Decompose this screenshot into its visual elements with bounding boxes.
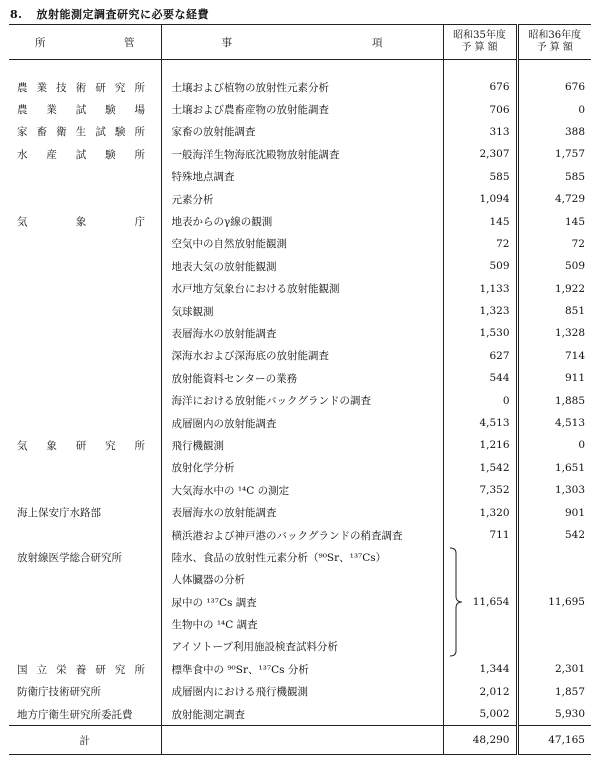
table-row: [9, 389, 591, 411]
fy36-cell: 4,513: [517, 412, 591, 434]
item-cell: 大気海水中の ¹⁴C の測定: [161, 479, 443, 501]
org-cell: [9, 345, 161, 367]
org-cell: [9, 233, 161, 255]
org-cell: [9, 188, 161, 210]
item-cell: 地表からのγ線の観測: [161, 210, 443, 232]
header-fy35: 昭和35年度 予 算 額: [443, 25, 517, 60]
fy35-cell: 4,513: [443, 412, 517, 434]
fy36-cell: 542: [517, 524, 591, 546]
table-row: [9, 76, 591, 98]
fy36-cell: 72: [517, 233, 591, 255]
fy35-cell: 711: [443, 524, 517, 546]
fy35-cell: 1,094: [443, 188, 517, 210]
org-cell: 国 立 栄 養 研 究 所: [17, 663, 145, 676]
fy35-cell: 1,542: [443, 457, 517, 479]
org-cell: [9, 636, 161, 658]
fy35-cell: 0: [443, 389, 517, 411]
table-row: [9, 636, 591, 658]
fy35-cell: 676: [443, 76, 517, 98]
fy36-cell: 851: [517, 300, 591, 322]
item-cell: 標準食中の ⁹⁰Sr、¹³⁷Cs 分析: [161, 658, 443, 680]
org-cell: [9, 613, 161, 635]
item-cell: 飛行機観測: [161, 434, 443, 456]
fy35-cell: 2,012: [443, 681, 517, 703]
fy35-cell: 11,654: [443, 591, 517, 613]
budget-table: [9, 24, 591, 755]
table-row: [9, 278, 591, 300]
table-row: [9, 345, 591, 367]
fy36-cell: [517, 613, 591, 635]
item-cell: 人体臓器の分析: [161, 569, 443, 591]
item-cell: 気球観測: [161, 300, 443, 322]
table-row: [9, 457, 591, 479]
table-row: [9, 233, 591, 255]
fy35-cell: 2,307: [443, 143, 517, 165]
table-row: [9, 613, 591, 635]
header-org: 所 管: [9, 25, 161, 60]
fy36-cell: 5,930: [517, 703, 591, 726]
fy36-cell: 714: [517, 345, 591, 367]
fy36-cell: [517, 636, 591, 658]
fy35-cell: 313: [443, 121, 517, 143]
fy35-cell: 5,002: [443, 703, 517, 726]
org-cell: 気 象 庁: [17, 216, 145, 229]
total-label: 計: [9, 726, 161, 755]
org-cell: [9, 524, 161, 546]
fy36-cell: 1,757: [517, 143, 591, 165]
table-row: [9, 569, 591, 591]
total-fy35: 48,290: [443, 726, 517, 755]
fy36-cell: 1,922: [517, 278, 591, 300]
fy35-cell: 1,344: [443, 658, 517, 680]
item-cell: 土壌および植物の放射性元素分析: [161, 76, 443, 98]
item-cell: 表層海水の放射能調査: [161, 322, 443, 344]
table-row: [9, 501, 591, 523]
table-row: [9, 210, 591, 232]
item-cell: 成層圏内の放射能調査: [161, 412, 443, 434]
fy35-cell: 7,352: [443, 479, 517, 501]
org-cell: [9, 278, 161, 300]
fy36-cell: 145: [517, 210, 591, 232]
org-cell: [9, 569, 161, 591]
fy35-cell: 1,133: [443, 278, 517, 300]
item-cell: 尿中の ¹³⁷Cs 調査: [161, 591, 443, 613]
fy35-cell: 627: [443, 345, 517, 367]
table-row: [9, 188, 591, 210]
table-row: [9, 524, 591, 546]
item-cell: 表層海水の放射能調査: [161, 501, 443, 523]
fy36-cell: 4,729: [517, 188, 591, 210]
fy35-cell: 1,216: [443, 434, 517, 456]
org-cell: [9, 166, 161, 188]
fy36-cell: [517, 569, 591, 591]
table-spacer: [9, 60, 591, 77]
fy36-cell: 0: [517, 98, 591, 120]
table-row: [9, 121, 591, 143]
fy36-cell: 1,885: [517, 389, 591, 411]
item-cell: 海洋における放射能バックグランドの調査: [161, 389, 443, 411]
org-cell: [9, 322, 161, 344]
item-cell: 成層圏内における飛行機観測: [161, 681, 443, 703]
item-cell: 一般海洋生物海底沈殿物放射能調査: [161, 143, 443, 165]
header-fy36: 昭和36年度 予 算 額: [517, 25, 591, 60]
fy35-cell: 72: [443, 233, 517, 255]
item-cell: 水戸地方気象台における放射能観測: [161, 278, 443, 300]
item-cell: アイソトープ利用施設検査試料分析: [161, 636, 443, 658]
fy36-cell: 901: [517, 501, 591, 523]
table-row: [9, 479, 591, 501]
fy36-cell: 676: [517, 76, 591, 98]
table-row: [9, 255, 591, 277]
table-row: [9, 412, 591, 434]
table-row: [9, 166, 591, 188]
table-row: [9, 322, 591, 344]
table-row: [9, 300, 591, 322]
table-row: [9, 681, 591, 703]
item-cell: 陸水、食品の放射性元素分析（⁹⁰Sr、¹³⁷Cs）: [161, 546, 443, 568]
title-text: 放射能測定調査研究に必要な経費: [36, 8, 209, 21]
item-cell: 横浜港および神戸港のバックグランドの稍査調査: [161, 524, 443, 546]
table-row: [9, 658, 591, 680]
org-cell: [9, 300, 161, 322]
fy36-cell: 388: [517, 121, 591, 143]
item-cell: 放射化学分析: [161, 457, 443, 479]
document-title: [10, 6, 209, 22]
fy36-cell: 1,303: [517, 479, 591, 501]
item-cell: 放射能資料センターの業務: [161, 367, 443, 389]
org-cell: [9, 255, 161, 277]
fy35-cell: 509: [443, 255, 517, 277]
table-row: [9, 367, 591, 389]
org-cell: [9, 479, 161, 501]
org-cell: [9, 389, 161, 411]
table-body: [9, 60, 591, 726]
item-cell: 土壌および農畜産物の放射能調査: [161, 98, 443, 120]
item-cell: 家畜の放射能調査: [161, 121, 443, 143]
table-row: [9, 703, 591, 726]
item-cell: 深海水および深海底の放射能調査: [161, 345, 443, 367]
fy36-cell: 1,328: [517, 322, 591, 344]
org-cell: [9, 591, 161, 613]
org-cell: 海上保安庁水路部: [17, 507, 101, 520]
fy36-cell: 911: [517, 367, 591, 389]
section-number: 8.: [10, 8, 23, 21]
fy36-cell: 585: [517, 166, 591, 188]
fy35-cell: 544: [443, 367, 517, 389]
fy35-cell: 706: [443, 98, 517, 120]
org-cell: 放射線医学総合研究所: [17, 551, 122, 564]
table-row: [9, 434, 591, 456]
item-cell: 空気中の自然放射能観測: [161, 233, 443, 255]
org-cell: 農 業 技 術 研 究 所: [17, 81, 145, 94]
item-cell: 放射能測定調査: [161, 703, 443, 726]
fy35-cell: 1,323: [443, 300, 517, 322]
total-row: [9, 726, 591, 755]
fy36-cell: 1,857: [517, 681, 591, 703]
table-row: [9, 143, 591, 165]
fy36-cell: 0: [517, 434, 591, 456]
header-item: 事 項: [161, 25, 443, 60]
fy36-cell: 11,695: [517, 591, 591, 613]
fy35-cell: 1,320: [443, 501, 517, 523]
item-cell: 元素分析: [161, 188, 443, 210]
fy36-cell: 509: [517, 255, 591, 277]
fy35-cell: 145: [443, 210, 517, 232]
org-cell: 防衛庁技術研究所: [17, 686, 101, 699]
total-item-cell: [161, 726, 443, 755]
fy36-cell: [517, 546, 591, 568]
org-cell: [9, 457, 161, 479]
item-cell: 地表大気の放射能観測: [161, 255, 443, 277]
fy35-cell: 585: [443, 166, 517, 188]
total-fy36: 47,165: [517, 726, 591, 755]
fy35-cell: 1,530: [443, 322, 517, 344]
org-cell: 農 業 試 験 場: [17, 104, 145, 117]
org-cell: 気 象 研 究 所: [17, 439, 145, 452]
table-header-row: [9, 25, 591, 60]
right-brace: [448, 547, 466, 657]
org-cell: [9, 412, 161, 434]
fy36-cell: 1,651: [517, 457, 591, 479]
item-cell: 特殊地点調査: [161, 166, 443, 188]
table-row: [9, 546, 591, 568]
org-cell: [9, 367, 161, 389]
table-row: [9, 98, 591, 120]
org-cell: 家 畜 衛 生 試 験 所: [17, 126, 145, 139]
org-cell: 地方庁衛生研究所委託費: [17, 708, 133, 721]
org-cell: 水 産 試 験 所: [17, 148, 145, 161]
table-row: [9, 591, 591, 613]
fy36-cell: 2,301: [517, 658, 591, 680]
item-cell: 生物中の ¹⁴C 調査: [161, 613, 443, 635]
